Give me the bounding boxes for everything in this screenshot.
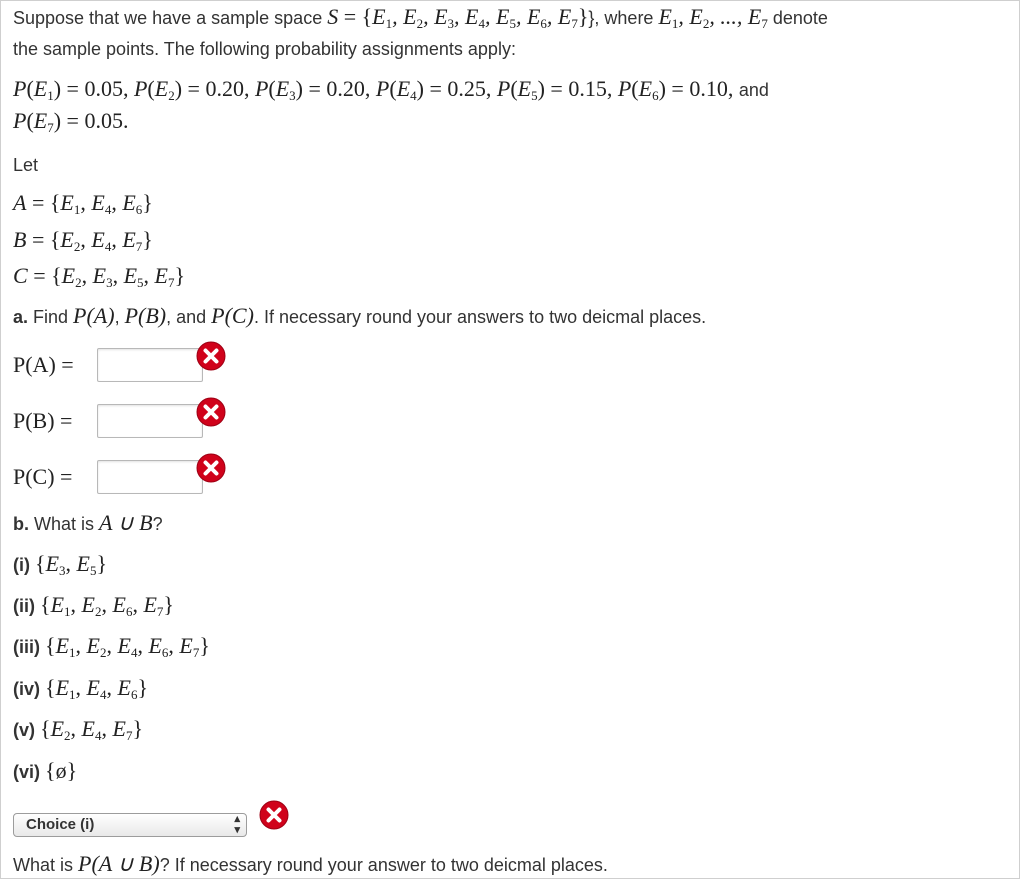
part-b-expr: A ∪ B xyxy=(99,510,153,535)
part-a-pb: P(B) xyxy=(124,303,167,328)
part-a-instruction: . If necessary round your answers to two deicmal places. xyxy=(253,307,707,327)
part-a-pc: P(C) xyxy=(211,303,254,328)
part-b-question xyxy=(13,510,163,537)
set-c-name: C xyxy=(13,263,28,288)
intro-where: }, where xyxy=(588,8,659,28)
part-a-text: Find xyxy=(28,307,74,327)
part-b-followup xyxy=(13,851,608,878)
answer-label-pc: P(C) = xyxy=(13,464,73,489)
intro-text: Suppose that we have a sample space xyxy=(13,8,328,28)
part-a-question: a. Find P(A), P(B), and P(C). If necessary round your answers to two deicmal places. xyxy=(13,303,707,328)
answer-input-pb[interactable] xyxy=(97,404,203,438)
answer-input-pa[interactable] xyxy=(97,348,203,382)
option-label: (iii) xyxy=(13,637,40,657)
prob-e6: 0.10 xyxy=(689,76,728,101)
let-label: Let xyxy=(13,155,39,175)
prob-e3: 0.20 xyxy=(326,76,365,101)
x-circle-icon xyxy=(196,341,226,371)
option-vi xyxy=(13,758,77,785)
option-v: (v) {$E_2$, $E_4$, $E_7$} xyxy=(13,716,143,743)
prob-e2: 0.20 xyxy=(205,76,244,101)
set-a-def: $A = \{E_1$, $E_4$, $E_6$} xyxy=(13,190,153,217)
empty-set: {ø} xyxy=(45,758,78,783)
intro-denote: denote xyxy=(767,8,828,28)
probability-line-1: $P(E_1) = 0.05$, $P(E_2) = 0.20$, $P(E_3) = 0.20$, $P(E_4) = 0.25$, $P(E_5) = 0.15$, $P(E_6) = 0.10$, and xyxy=(13,76,769,103)
math-S: S xyxy=(327,4,339,29)
choice-select[interactable] xyxy=(13,813,247,837)
part-a-label: a. xyxy=(13,307,29,327)
part-a-and: , and xyxy=(166,307,212,327)
math-e-range: $E_1$, $E_2$, ..., $E_7$ xyxy=(658,4,768,31)
option-iv: (iv) {$E_1$, $E_4$, $E_6$} xyxy=(13,675,148,702)
option-iii: (iii) {$E_1$, $E_2$, $E_4$, $E_6$, $E_7$} xyxy=(13,633,210,660)
option-label: (i) xyxy=(13,555,30,575)
followup-expr: P(A ∪ B) xyxy=(78,851,160,876)
and-text: and xyxy=(738,80,769,100)
part-b-qmark: ? xyxy=(152,514,163,534)
set-b-name: B xyxy=(13,227,27,252)
x-circle-icon xyxy=(196,397,226,427)
intro-line-1: Suppose that we have a sample space $S = \{E_1$, $E_2$, $E_3$, $E_4$, $E_5$, $E_6$, $E_7$}}, where $E_1$, $E_2$, ..., $E_7$ denote xyxy=(13,4,828,31)
followup-text: What is xyxy=(13,855,79,875)
prob-e4: 0.25 xyxy=(447,76,486,101)
option-label: (ii) xyxy=(13,596,35,616)
part-b-label: b. xyxy=(13,514,29,534)
intro-line-2: the sample points. The following probability assignments apply: xyxy=(13,39,516,59)
answer-label-pa: P(A) = xyxy=(13,352,74,377)
option-label: (iv) xyxy=(13,679,40,699)
followup-instruction: ? If necessary round your answer to two deicmal places. xyxy=(159,855,608,875)
option-ii: (ii) {$E_1$, $E_2$, $E_6$, $E_7$} xyxy=(13,592,174,619)
prob-e7: 0.05 xyxy=(84,108,123,133)
set-b-def: $B = \{E_2$, $E_4$, $E_7$} xyxy=(13,227,153,254)
set-a-name: A xyxy=(13,190,27,215)
set-c-def: $C = \{E_2$, $E_3$, $E_5$, $E_7$} xyxy=(13,263,186,290)
prob-e1: 0.05 xyxy=(84,76,123,101)
x-circle-icon xyxy=(196,453,226,483)
prob-e5: 0.15 xyxy=(568,76,607,101)
x-circle-icon xyxy=(259,800,289,830)
math-eq: = { xyxy=(338,4,373,29)
probability-line-2: $P(E_7) = 0.05$. xyxy=(13,108,129,135)
part-b-text: What is xyxy=(29,514,100,534)
answer-label-pb: P(B) = xyxy=(13,408,73,433)
math-sample-set: $E_1$, $E_2$, $E_3$, $E_4$, $E_5$, $E_6$, $E_7$ xyxy=(372,4,578,31)
updown-arrow-icon: ▴ ▾ xyxy=(234,813,240,836)
option-label: (vi) xyxy=(13,762,40,782)
option-label: (v) xyxy=(13,720,35,740)
choice-select-value: Choice (i) xyxy=(26,816,95,833)
answer-input-pc[interactable] xyxy=(97,460,203,494)
option-i: (i) {$E_3$, $E_5$} xyxy=(13,551,108,578)
part-a-pa: P(A) xyxy=(73,303,115,328)
